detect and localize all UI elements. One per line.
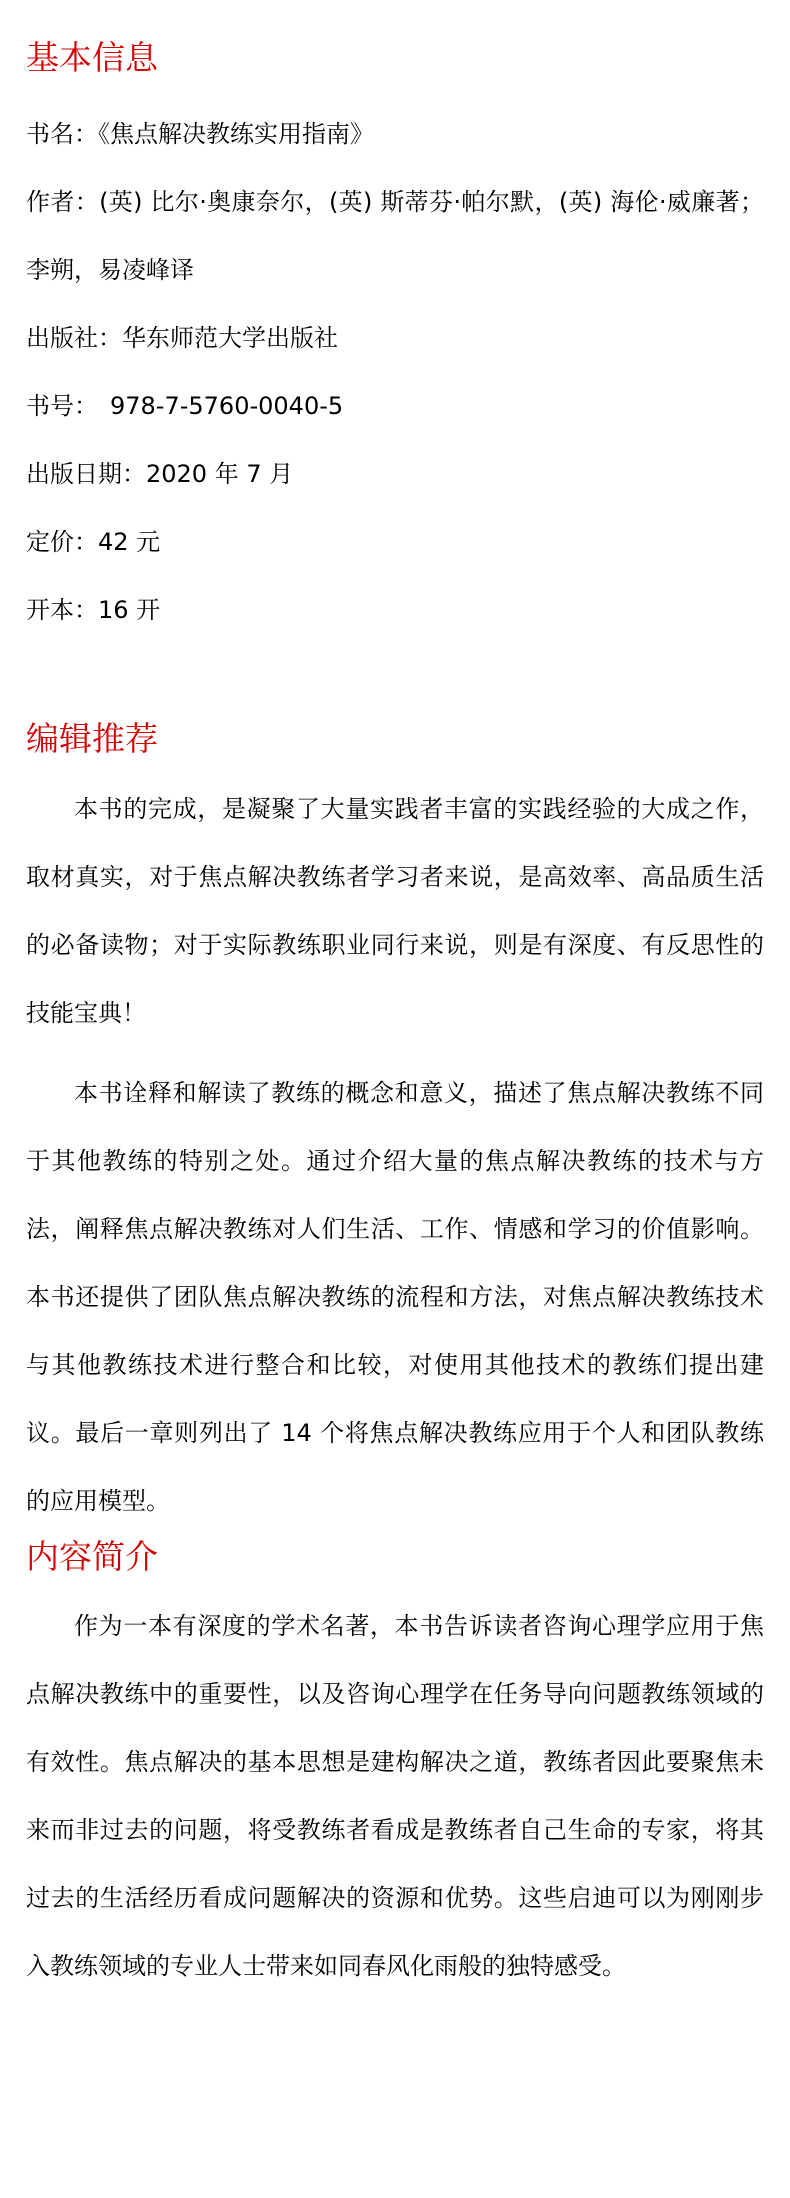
- basic-info-heading: 基本信息: [26, 38, 158, 77]
- basic-info-list: [26, 100, 764, 644]
- book-title-line: 书名：《焦点解决教练实用指南》: [26, 120, 374, 148]
- intro-paragraph: 作为一本有深度的学术名著，本书告诉读者咨询心理学应用于焦点解决教练中的重要性，以及咨询心理学在任务导向问题教练领域的有效性。焦点解决的基本思想是建构解决之道，教练者因此要聚焦未来而非过去的问题，将受教练者看成是教练者自己生命的专家，将其过去的生活经历看成问题解决的资源和优势。这些启迪可以为刚刚步入教练领域的专业人士带来如同春风化雨般的独特感受。: [26, 1612, 764, 1980]
- format-line: 开本：16 开: [26, 596, 161, 624]
- editor-paragraph: 本书诠释和解读了教练的概念和意义，描述了焦点解决教练不同于其他教练的特别之处。通过介绍大量的焦点解决教练的技术与方法，阐释焦点解决教练对人们生活、工作、情感和学习的价值影响。本书还提供了团队焦点解决教练的流程和方法，对焦点解决教练技术与其他教练技术进行整合和比较，对使用其他技术的教练们提出建议。最后一章则列出了 14 个将焦点解决教练应用于个人和团队教练的应用模型。: [26, 1079, 764, 1515]
- authors-line: 作者：(英) 比尔·奥康奈尔，(英) 斯蒂芬·帕尔默，(英) 海伦·威廉著；李朔，易凌峰译: [26, 188, 764, 284]
- editor-recommendation-heading: 编辑推荐: [26, 719, 158, 758]
- isbn-line: 书号： 978-7-5760-0040-5: [26, 392, 344, 420]
- content-intro-heading: 内容简介: [26, 1537, 158, 1576]
- editor-paragraph: 本书的完成，是凝聚了大量实践者丰富的实践经验的大成之作，取材真实，对于焦点解决教练者学习者来说，是高效率、高品质生活的必备读物；对于实际教练职业同行来说，则是有深度、有反思性的技能宝典！: [26, 795, 764, 1027]
- publish-date-line: 出版日期：2020 年 7 月: [26, 460, 294, 488]
- content-intro-body: [26, 1592, 764, 2000]
- price-line: 定价：42 元: [26, 528, 161, 556]
- publisher-line: 出版社：华东师范大学出版社: [26, 324, 338, 352]
- editor-recommendation-body: [26, 775, 764, 1535]
